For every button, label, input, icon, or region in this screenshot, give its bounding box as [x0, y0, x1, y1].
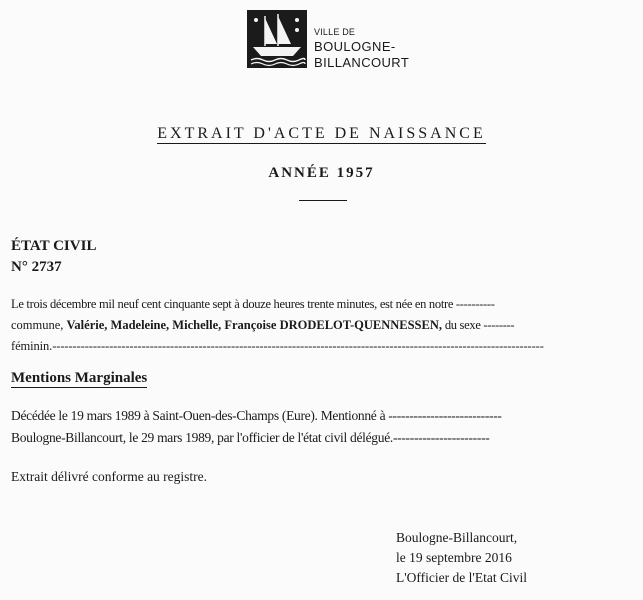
signature-officer: L'Officier de l'Etat Civil	[396, 570, 527, 585]
document-year: ANNÉE 1957	[268, 165, 375, 181]
signature-block	[396, 528, 527, 588]
birth-record-line3: féminin.-------------------------------------------------------------------------------------------------------------------------	[11, 339, 544, 353]
city-name-line1: VILLE DE	[314, 27, 356, 37]
mentions-line1: Décédée le 19 mars 1989 à Saint-Ouen-des-Champs (Eure). Mentionné à ---------------------------	[11, 408, 502, 423]
city-name	[314, 28, 409, 69]
ship-emblem-icon	[247, 10, 307, 68]
signature-place: Boulogne-Billancourt,	[396, 530, 518, 545]
birth-record-line1: Le trois décembre mil neuf cent cinquante sept à douze heures trente minutes, est née en notre ----------	[11, 297, 495, 311]
record-number: N° 2737	[11, 259, 62, 275]
birth-record-line2	[11, 315, 544, 336]
birth-record-person-name: Valérie, Madeleine, Michelle, Françoise DRODELOT-QUENNESSEN,	[66, 318, 442, 332]
document-title	[0, 125, 643, 143]
birth-record-text	[11, 294, 544, 357]
mentions-line2: Boulogne-Billancourt, le 29 mars 1989, par l'officier de l'état civil délégué.-----------------------	[11, 430, 490, 445]
mentions-text	[11, 405, 502, 449]
divider	[299, 200, 347, 201]
birth-record-line2-suffix: du sexe --------	[442, 318, 515, 332]
extract-note: Extrait délivré conforme au registre.	[11, 469, 208, 484]
etat-civil-label: ÉTAT CIVIL	[11, 238, 97, 254]
mentions-heading: Mentions Marginales	[11, 370, 148, 386]
signature-date: le 19 septembre 2016	[396, 550, 512, 565]
city-logo	[247, 10, 410, 70]
document-title-text: EXTRAIT D'ACTE DE NAISSANCE	[157, 125, 486, 142]
city-name-line3: BILLANCOURT	[314, 55, 410, 70]
city-name-line2: BOULOGNE-	[314, 39, 396, 54]
birth-record-line2-prefix: commune,	[11, 318, 67, 332]
